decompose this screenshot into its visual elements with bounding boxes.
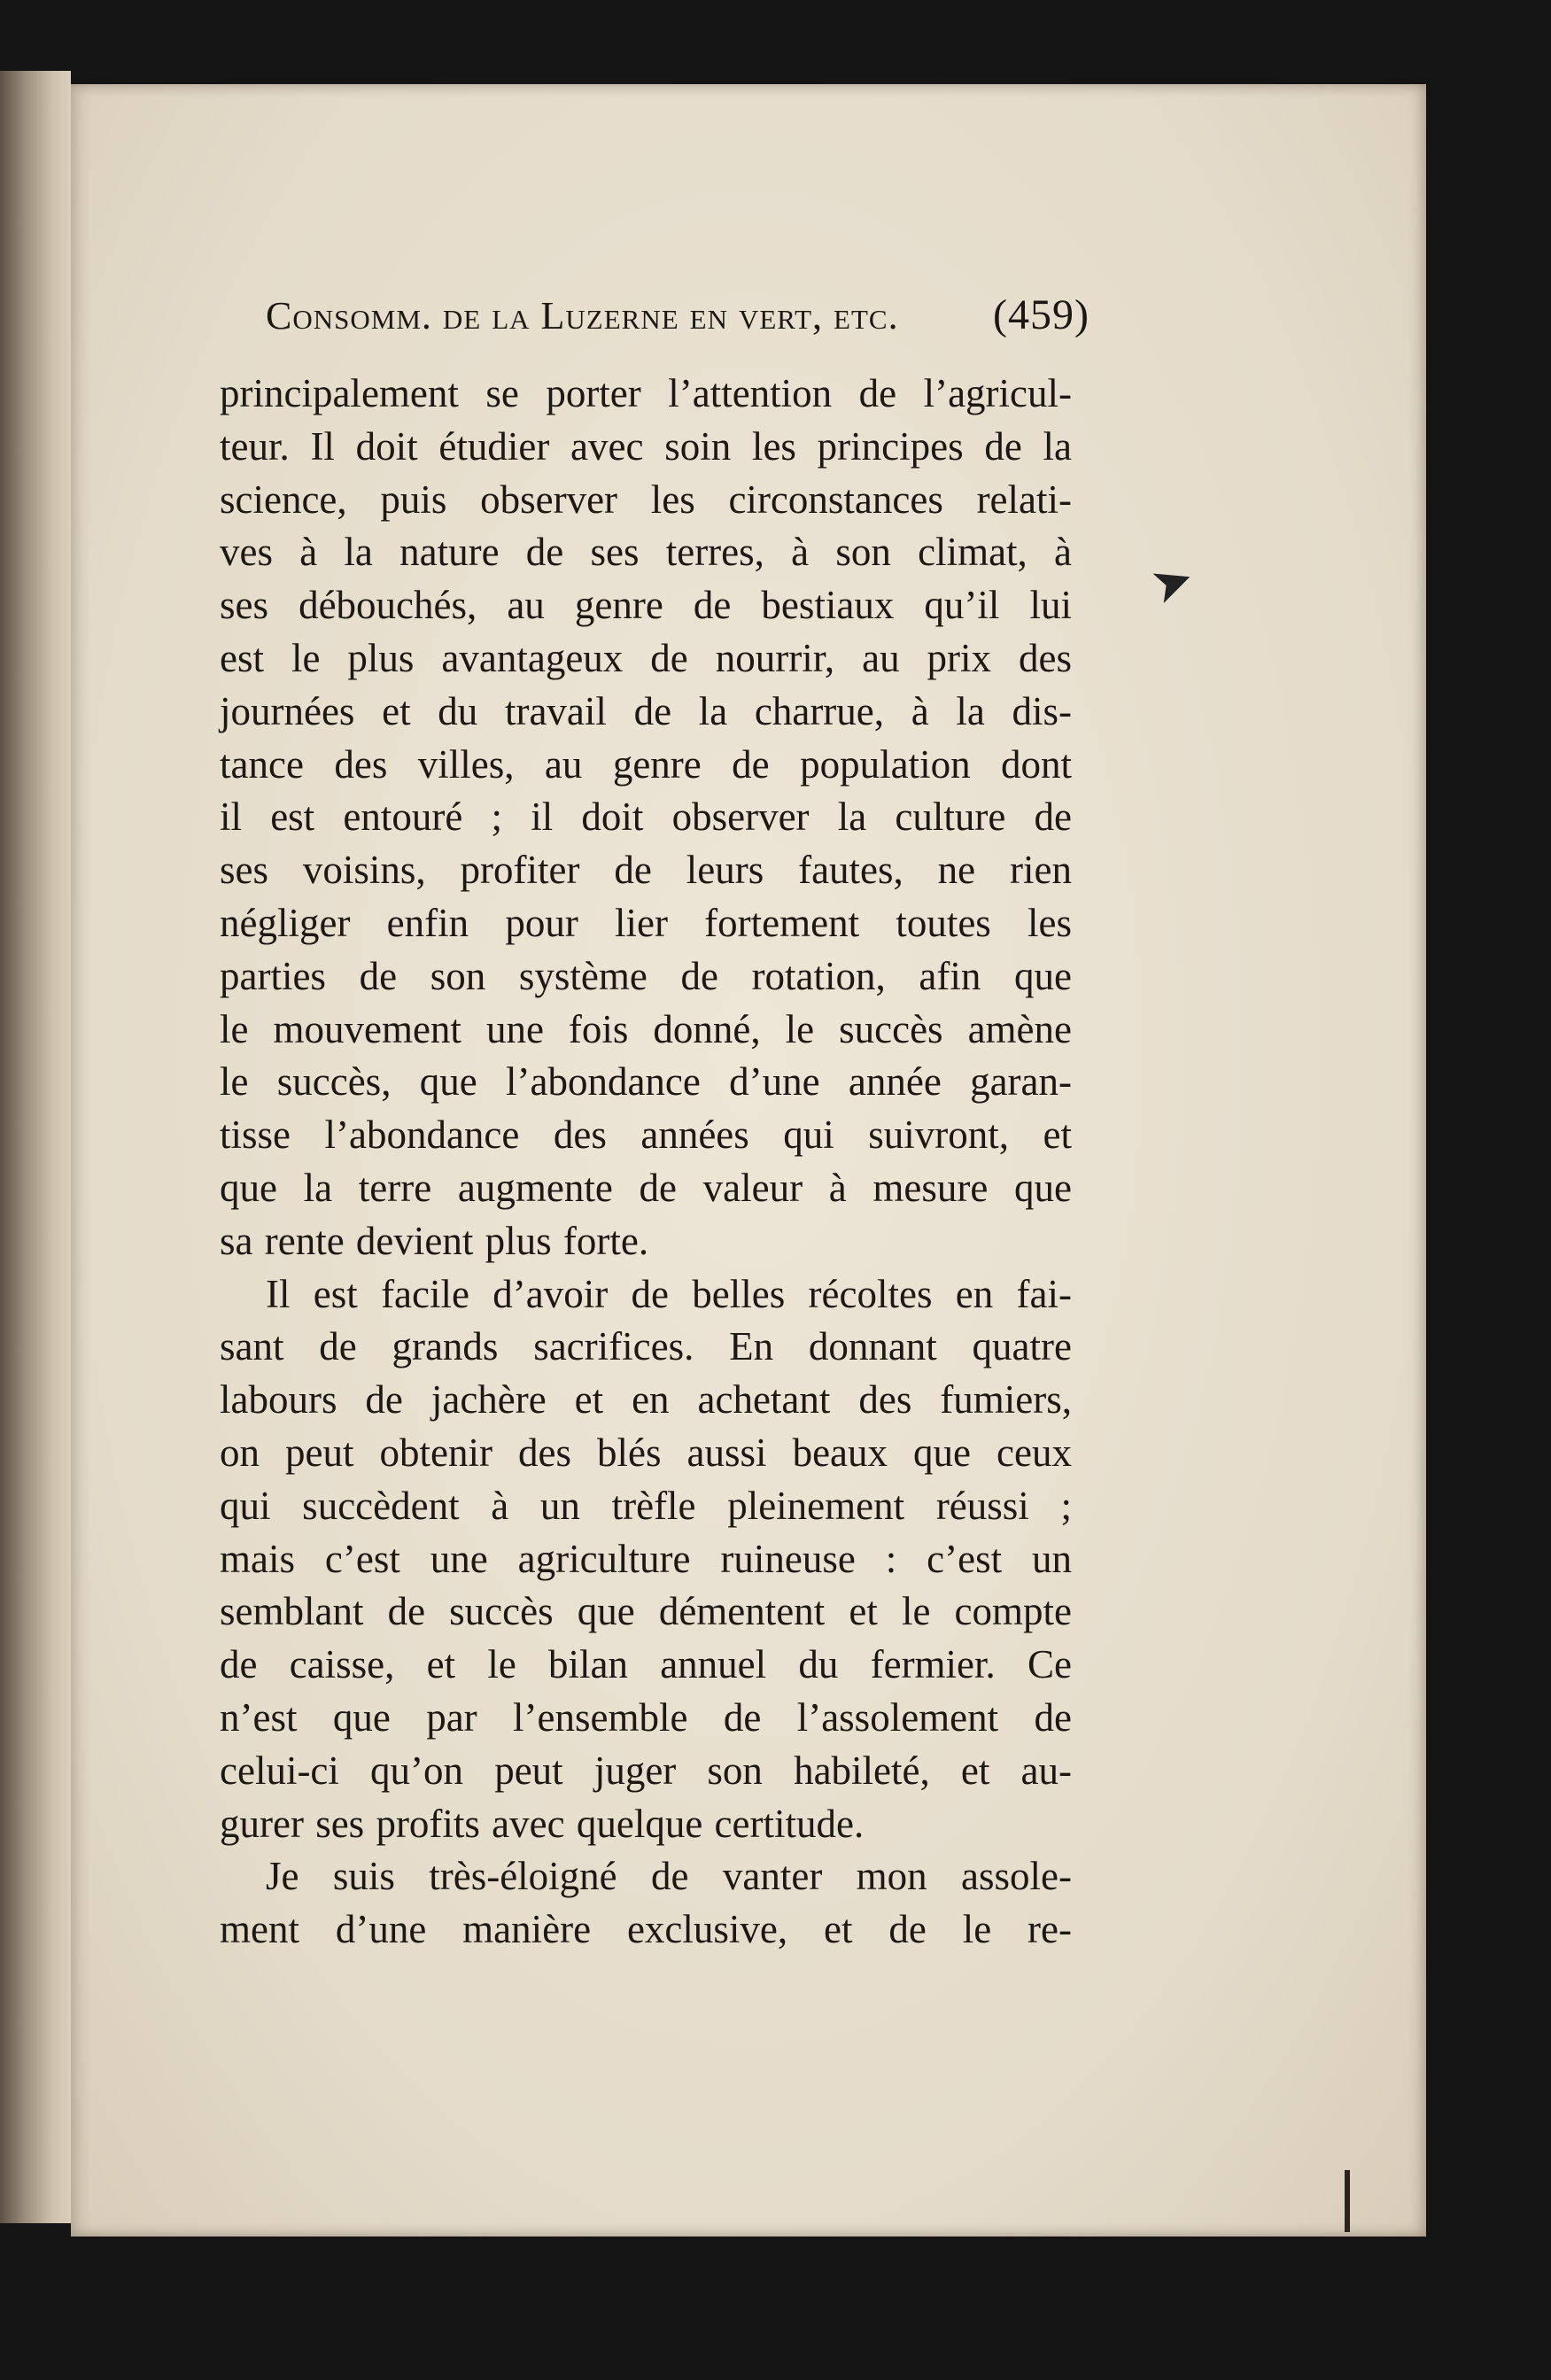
text-line: teur. Il doit étudier avec soin les principes de la: [220, 423, 1072, 469]
text-line: sant de grands sacrifices. En donnant quatre: [220, 1324, 1072, 1369]
text-line: qui succèdent à un trèfle pleinement réussi ;: [220, 1483, 1072, 1528]
text-line: n’est que par l’ensemble de l’assolement de: [220, 1694, 1072, 1740]
text-line: celui-ci qu’on peut juger son habileté, et au-: [220, 1748, 1072, 1793]
text-line: on peut obtenir des blés aussi beaux que ceux: [220, 1430, 1072, 1475]
page-number: (459): [993, 291, 1090, 338]
text-line: Je suis très-éloigné de vanter mon assole-: [266, 1854, 1072, 1899]
text-line: semblant de succès que démentent et le compte: [220, 1589, 1072, 1634]
text-line: labours de jachère et en achetant des fumiers,: [220, 1377, 1072, 1423]
text-line: il est entouré ; il doit observer la culture de: [220, 795, 1072, 840]
text-line: parties de son système de rotation, afin que: [220, 953, 1072, 998]
body-text: [220, 368, 1072, 1957]
text-line: Il est facile d’avoir de belles récoltes en fai-: [266, 1271, 1072, 1316]
text-line: science, puis observer les circonstances relati-: [220, 477, 1072, 522]
text-line: ses voisins, profiter de leurs fautes, ne rien: [220, 848, 1072, 893]
text-line: négliger enfin pour lier fortement toutes les: [220, 900, 1072, 945]
running-title: Consomm. de la Luzerne en vert, etc.: [266, 294, 899, 337]
text-line: ment d’une manière exclusive, et de le re-: [220, 1907, 1072, 1952]
text-line: gurer ses profits avec quelque certitude.: [220, 1801, 865, 1846]
text-line: mais c’est une agriculture ruineuse : c’est un: [220, 1536, 1072, 1581]
page-header: [266, 291, 1090, 353]
text-line: le mouvement une fois donné, le succès amène: [220, 1006, 1072, 1051]
text-line: journées et du travail de la charrue, à la dis-: [220, 688, 1072, 733]
text-line: ves à la nature de ses terres, à son climat, à: [220, 530, 1072, 575]
text-line: le succès, que l’abondance d’une année garan-: [220, 1059, 1072, 1105]
text-line: de caisse, et le bilan annuel du fermier. Ce: [220, 1642, 1072, 1687]
text-line: principalement se porter l’attention de l’agricul-: [220, 371, 1072, 415]
page-edge-mark: [1345, 2170, 1350, 2232]
text-line: tance des villes, au genre de population dont: [220, 741, 1072, 787]
text-line: sa rente devient plus forte.: [220, 1218, 649, 1263]
text-line: ses débouchés, au genre de bestiaux qu’il lui: [220, 583, 1072, 628]
margin-mark-icon: ➤: [1143, 549, 1202, 616]
text-line: tisse l’abondance des années qui suivront, et: [220, 1112, 1072, 1158]
text-line: que la terre augmente de valeur à mesure que: [220, 1165, 1072, 1210]
adjacent-page-edge: [0, 71, 71, 2223]
text-line: est le plus avantageux de nourrir, au prix des: [220, 635, 1072, 680]
